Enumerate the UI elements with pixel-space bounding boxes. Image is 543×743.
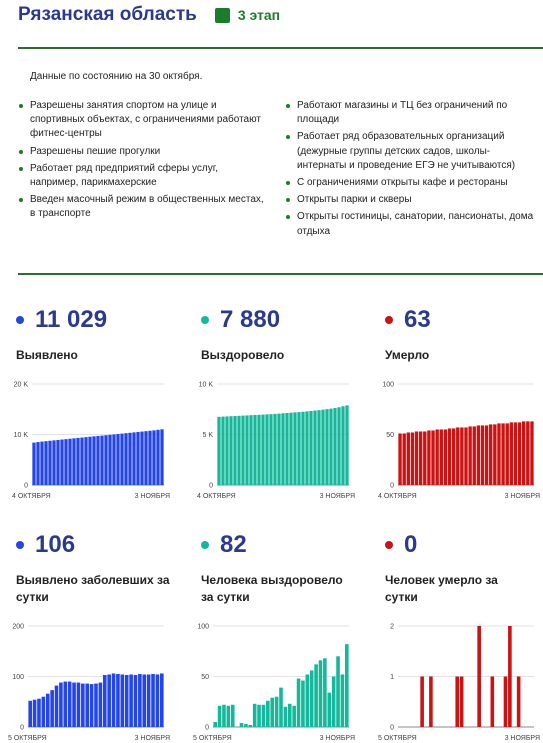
- bar: [136, 432, 139, 485]
- chart-detected-cumulative: [8, 378, 170, 501]
- stat-detected-daily: [16, 530, 186, 606]
- bar: [48, 441, 51, 485]
- bar: [301, 412, 304, 485]
- series-dot: [16, 541, 24, 549]
- bar: [52, 440, 55, 485]
- bar: [88, 437, 91, 485]
- bar: [477, 425, 480, 485]
- restriction-item: Открыты парки и скверы: [286, 193, 536, 207]
- bar: [292, 706, 296, 727]
- restriction-item: Введен масочный режим в общественных местах, в транспорте: [19, 193, 264, 221]
- bar: [116, 434, 119, 485]
- stat-label: Выздоровело: [201, 348, 285, 362]
- series-dot: [201, 316, 209, 324]
- bar: [28, 701, 32, 727]
- bar: [341, 674, 345, 727]
- stat-value: 106: [35, 531, 76, 558]
- bar: [108, 435, 111, 485]
- bar: [327, 693, 331, 727]
- bar: [468, 426, 471, 485]
- stat-value: 11 029: [35, 306, 108, 333]
- bar: [508, 626, 512, 727]
- restriction-item: Работают магазины и ТЦ без ограничений по площади: [286, 99, 536, 127]
- header: [18, 2, 280, 28]
- bar: [100, 436, 103, 485]
- bar: [59, 683, 63, 727]
- bar: [116, 674, 120, 727]
- stage-square-icon: [215, 8, 230, 23]
- bar: [64, 439, 67, 485]
- bar: [40, 442, 43, 485]
- x-tick-label: 4 ОКТЯБРЯ: [378, 493, 417, 500]
- bar: [491, 677, 495, 728]
- bar: [261, 415, 264, 485]
- bar: [277, 414, 280, 485]
- bar: [233, 416, 236, 485]
- restriction-item: Работает ряд образовательных организаций (дежурные группы детских садов, школы-интернаты и проведение ЕГЭ не учитываются): [286, 130, 536, 173]
- x-tick-label: 3 НОЯБРЯ: [319, 735, 355, 742]
- series-dot: [201, 541, 209, 549]
- bar: [72, 438, 75, 485]
- bar: [289, 413, 292, 485]
- stat-value: 63: [404, 306, 431, 333]
- bar: [213, 722, 217, 727]
- bar: [90, 684, 94, 727]
- bar: [411, 432, 414, 485]
- bar: [419, 431, 422, 485]
- bar: [489, 424, 492, 485]
- bar: [321, 410, 324, 485]
- bar: [460, 427, 463, 485]
- bar: [55, 686, 59, 727]
- bar: [120, 434, 123, 485]
- bar: [473, 426, 476, 485]
- bar: [128, 433, 131, 485]
- series-dot: [385, 316, 393, 324]
- bar: [248, 725, 252, 727]
- y-tick-label: 200: [12, 623, 24, 631]
- bar: [156, 674, 160, 727]
- restriction-item: С ограничениями открыты кафе и рестораны: [286, 176, 536, 190]
- x-tick-label: 3 НОЯБРЯ: [504, 493, 540, 500]
- bar: [222, 705, 226, 727]
- bar: [257, 415, 260, 485]
- bar: [526, 421, 529, 485]
- chart-deaths-daily: [378, 620, 540, 743]
- stat-value: 82: [220, 531, 247, 558]
- x-tick-label: 3 НОЯБРЯ: [134, 493, 170, 500]
- bar: [333, 408, 336, 485]
- bar: [36, 442, 39, 485]
- bar: [522, 421, 525, 485]
- restrictions-left-list: [19, 99, 264, 225]
- x-tick-label: 5 ОКТЯБРЯ: [8, 735, 47, 742]
- bar: [281, 413, 284, 485]
- x-tick-label: 3 НОЯБРЯ: [134, 735, 170, 742]
- divider-top: [18, 47, 543, 49]
- bar: [506, 423, 509, 485]
- bar: [81, 684, 85, 727]
- bar: [420, 677, 424, 728]
- bar: [435, 429, 438, 485]
- bar: [345, 644, 349, 727]
- bar: [262, 705, 266, 727]
- bar: [85, 684, 89, 727]
- bar: [427, 430, 430, 485]
- bar: [144, 431, 147, 485]
- bar: [530, 421, 533, 485]
- bar: [423, 431, 426, 485]
- stage-badge: 3 этап: [237, 7, 281, 23]
- y-tick-label: 20 K: [13, 381, 28, 389]
- x-tick-label: 5 ОКТЯБРЯ: [378, 735, 417, 742]
- bar: [504, 677, 508, 728]
- bar: [305, 411, 308, 485]
- bar: [124, 433, 127, 485]
- bar: [309, 411, 312, 485]
- stat-value: 7 880: [220, 306, 281, 333]
- bar: [37, 699, 41, 727]
- chart-detected-daily: [8, 620, 170, 743]
- stat-label: Выявлено: [16, 348, 78, 362]
- bar: [266, 701, 270, 727]
- bar: [104, 435, 107, 485]
- stat-deaths: [385, 305, 431, 364]
- bar: [279, 688, 283, 727]
- bar: [270, 698, 274, 727]
- bar: [76, 438, 79, 485]
- bar: [336, 656, 340, 727]
- bar: [68, 682, 72, 727]
- x-tick-label: 5 ОКТЯБРЯ: [193, 735, 232, 742]
- bar: [50, 690, 54, 727]
- bar: [147, 674, 151, 727]
- y-tick-label: 100: [197, 623, 209, 631]
- stat-deaths-daily: [385, 530, 505, 606]
- as-of-date: Данные по состоянию на 30 октября.: [30, 71, 203, 82]
- x-tick-label: 3 НОЯБРЯ: [319, 493, 355, 500]
- bar: [452, 428, 455, 485]
- bar: [510, 422, 513, 485]
- bar: [329, 409, 332, 485]
- stat-detected: [16, 305, 107, 364]
- bar: [477, 626, 481, 727]
- bar: [107, 674, 111, 727]
- bar: [293, 412, 296, 485]
- bar: [481, 425, 484, 485]
- bar: [332, 677, 336, 728]
- bar: [415, 431, 418, 485]
- bar: [112, 434, 115, 485]
- bar: [285, 413, 288, 485]
- bar: [456, 427, 459, 485]
- y-tick-label: 0: [20, 724, 24, 732]
- y-tick-label: 0: [24, 482, 28, 490]
- stat-recovered: [201, 305, 284, 364]
- y-tick-label: 10 K: [13, 432, 28, 439]
- series-dot: [385, 541, 393, 549]
- bar: [297, 412, 300, 485]
- bar: [429, 677, 433, 728]
- bar: [138, 674, 142, 727]
- bar: [121, 674, 125, 727]
- bar: [341, 406, 344, 485]
- bar: [253, 704, 257, 727]
- bar: [72, 683, 76, 727]
- bar: [125, 675, 129, 727]
- stat-label: Человека выздоровело за сутки: [201, 573, 343, 604]
- bar: [160, 673, 164, 727]
- bar: [317, 410, 320, 485]
- bar: [56, 440, 59, 485]
- bar: [148, 431, 151, 485]
- bar: [103, 675, 107, 727]
- x-tick-label: 4 ОКТЯБРЯ: [197, 493, 236, 500]
- bar: [518, 422, 521, 485]
- bar: [407, 432, 410, 485]
- bar: [306, 674, 310, 727]
- bar: [221, 417, 224, 485]
- bar: [265, 414, 268, 485]
- bar: [493, 424, 496, 485]
- bar: [225, 416, 228, 485]
- bar: [514, 422, 517, 485]
- bar: [84, 437, 87, 485]
- divider-middle: [18, 273, 543, 275]
- bar: [241, 416, 244, 485]
- chart-recovered-daily: [193, 620, 355, 743]
- restriction-item: Работает ряд предприятий сферы услуг, например, парикмахерские: [19, 162, 264, 190]
- bar: [151, 674, 155, 727]
- stat-value: 0: [404, 531, 418, 558]
- bar: [32, 443, 35, 485]
- bar: [80, 438, 83, 485]
- stat-label: Человек умерло за сутки: [385, 573, 498, 604]
- bar: [46, 694, 50, 727]
- bar: [156, 430, 159, 485]
- bar: [42, 697, 46, 727]
- bar: [269, 414, 272, 485]
- bar: [284, 707, 288, 727]
- bar: [310, 670, 314, 727]
- bar: [237, 416, 240, 485]
- bar: [444, 429, 447, 485]
- bar: [152, 430, 155, 485]
- bar: [323, 658, 327, 727]
- series-dot: [16, 316, 24, 324]
- y-tick-label: 0: [390, 724, 394, 732]
- x-tick-label: 4 ОКТЯБРЯ: [12, 493, 51, 500]
- bar: [229, 416, 232, 485]
- bar: [134, 675, 138, 727]
- bar: [431, 430, 434, 485]
- bar: [44, 441, 47, 485]
- bar: [313, 411, 316, 485]
- chart-deaths-cumulative: [378, 378, 540, 501]
- restrictions-right-list: [286, 99, 536, 242]
- bar: [345, 405, 348, 485]
- bar: [129, 674, 133, 727]
- bar: [140, 432, 143, 485]
- stat-recovered-daily: [201, 530, 351, 606]
- bar: [464, 427, 467, 485]
- bar: [245, 415, 248, 485]
- y-tick-label: 100: [382, 381, 394, 389]
- bar: [455, 677, 459, 728]
- bar: [112, 673, 116, 727]
- bar: [60, 440, 63, 485]
- bar: [99, 683, 103, 727]
- bar: [227, 706, 231, 727]
- y-tick-label: 5 K: [202, 432, 213, 439]
- bar: [288, 704, 292, 727]
- bar: [244, 724, 248, 727]
- bar: [460, 677, 464, 728]
- y-tick-label: 100: [12, 674, 24, 681]
- stat-label: Умерло: [385, 348, 430, 362]
- restriction-item: Разрешены пешие прогулки: [19, 145, 264, 159]
- bar: [297, 679, 301, 727]
- bar: [337, 407, 340, 485]
- bar: [325, 409, 328, 485]
- bar: [485, 425, 488, 485]
- bar: [319, 660, 323, 727]
- bar: [257, 705, 261, 727]
- stat-label: Выявлено заболевших за сутки: [16, 573, 170, 604]
- bar: [217, 417, 220, 485]
- y-tick-label: 10 K: [198, 381, 213, 389]
- bar: [77, 683, 81, 727]
- bar: [517, 677, 521, 728]
- bar: [63, 682, 67, 727]
- bar: [132, 432, 135, 485]
- bar: [497, 423, 500, 485]
- bar: [448, 428, 451, 485]
- y-tick-label: 0: [209, 482, 213, 490]
- x-tick-label: 3 НОЯБРЯ: [504, 735, 540, 742]
- y-tick-label: 0: [390, 482, 394, 490]
- bar: [33, 700, 37, 727]
- y-tick-label: 50: [201, 674, 209, 681]
- bar: [231, 705, 235, 727]
- bar: [240, 723, 244, 727]
- y-tick-label: 1: [390, 674, 394, 681]
- bar: [94, 684, 98, 727]
- region-title: Рязанская область: [18, 4, 197, 25]
- bar: [218, 706, 222, 727]
- bar: [142, 674, 146, 727]
- bar: [440, 429, 443, 485]
- bar: [314, 664, 318, 727]
- bar: [398, 433, 401, 485]
- bar: [249, 415, 252, 485]
- bar: [68, 439, 71, 485]
- bar: [92, 436, 95, 485]
- y-tick-label: 2: [390, 623, 394, 631]
- bar: [160, 429, 163, 485]
- y-tick-label: 50: [386, 432, 394, 439]
- y-tick-label: 0: [205, 724, 209, 732]
- bar: [273, 414, 276, 485]
- bar: [402, 433, 405, 485]
- bar: [301, 681, 305, 727]
- bar: [253, 415, 256, 485]
- bar: [501, 423, 504, 485]
- restriction-item: Разрешены занятия спортом на улице и спортивных объектах, с ограничениями работают фитнес-центры: [19, 99, 264, 142]
- chart-recovered-cumulative: [193, 378, 355, 501]
- bar: [275, 697, 279, 727]
- bar: [96, 436, 99, 485]
- restriction-item: Открыты гостиницы, санатории, пансионаты, дома отдыха: [286, 210, 536, 238]
